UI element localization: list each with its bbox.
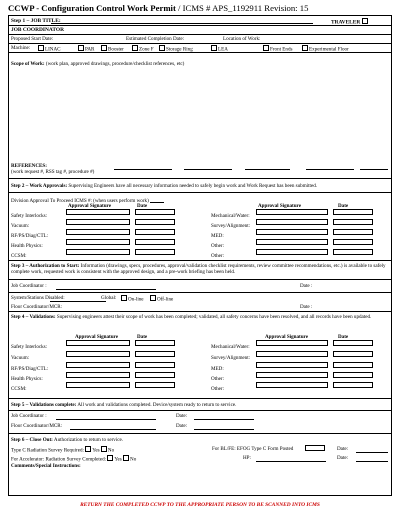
date-cell[interactable]: [333, 351, 373, 357]
signature-cell[interactable]: [66, 362, 130, 368]
step3-job-coordinator-label: Job Coordinator :: [11, 283, 47, 289]
no-checkbox[interactable]: [123, 455, 129, 461]
step4-right-item: Other:: [211, 376, 225, 382]
step2-col-date-right: Date: [338, 203, 349, 209]
signature-cell[interactable]: [66, 209, 130, 215]
option-label: Experimental Floor: [309, 46, 349, 53]
date-cell[interactable]: [135, 362, 175, 368]
date-cell[interactable]: [333, 249, 373, 255]
references-label: REFERENCES:: [11, 163, 47, 169]
form-title-bold: CCWP - Configuration Control Work Permit: [8, 3, 176, 13]
signature-cell[interactable]: [256, 362, 328, 368]
option-label: Front Ends: [270, 46, 293, 53]
step5-text: All work and validations completed. Device/system ready to return to service.: [77, 402, 237, 408]
step2-col-sig-right: Approval Signature: [258, 203, 301, 209]
checkbox-icon[interactable]: [121, 295, 127, 301]
step6-label: Step 6 – Close Out:: [11, 437, 53, 443]
no-label: No: [130, 456, 137, 463]
option-label: Storage Ring: [166, 46, 193, 53]
step2-label: Step 2 – Work Approvals:: [11, 183, 68, 189]
traveler-label: TRAVELER: [331, 19, 361, 26]
checkbox-icon[interactable]: [150, 295, 156, 301]
est-completion-label: Estimated Completion Date:: [126, 36, 185, 42]
form-title: [8, 3, 308, 13]
step5-date-label: Date:: [176, 413, 188, 419]
signature-cell[interactable]: [256, 372, 328, 378]
step2-right-item: Other:: [211, 253, 225, 259]
step2-right-item: Other:: [211, 243, 225, 249]
step2-col-date-left: Date: [137, 203, 148, 209]
step3-header: [11, 263, 386, 275]
option-label: On-line: [128, 296, 144, 303]
divider: [8, 43, 392, 44]
division-approval-label: Division Approval To Proceed ICMS #: (when users perform work): [11, 198, 149, 204]
step5-job-coordinator-input[interactable]: [56, 419, 156, 420]
systems-disabled-label: System/Stations Disabled:: [11, 295, 65, 301]
signature-cell[interactable]: [256, 219, 328, 225]
step3-job-coordinator-input[interactable]: [56, 289, 156, 290]
date-cell[interactable]: [135, 340, 175, 346]
floor-coordinator-label: Floor Coordinator/MCR:: [11, 304, 63, 310]
step5-label: Step 5 – Validations complete:: [11, 402, 77, 408]
signature-cell[interactable]: [66, 239, 130, 245]
option-label: Off-line: [157, 296, 174, 303]
step4-left-item: Health Physics:: [11, 376, 43, 382]
blfe-label: For BL/FE: EFOG Type C Form Posted: [212, 446, 294, 452]
divider: [8, 34, 392, 35]
yes-label: Yes: [92, 447, 100, 454]
scope-note: (work plan, approved drawings, procedure/checklist references, etc): [45, 61, 185, 67]
signature-cell[interactable]: [66, 351, 130, 357]
step6-header: [11, 437, 123, 443]
footer-instruction: RETURN THE COMPLETED CCWP TO THE APPROPRIATE PERSON TO BE SCANNED INTO ICMS: [80, 502, 320, 508]
step2-header: [11, 183, 317, 189]
signature-cell[interactable]: [66, 382, 130, 388]
yes-label: Yes: [114, 456, 122, 463]
step5-job-coordinator-label: Job Coordinator :: [11, 413, 47, 419]
location-label: Location of Work:: [223, 36, 261, 42]
reference-line-2[interactable]: [184, 169, 232, 170]
signature-cell[interactable]: [66, 219, 130, 225]
divider: [8, 52, 392, 53]
signature-cell[interactable]: [66, 372, 130, 378]
accel-label: For Accelerator: Radiation Survey Completed:: [11, 456, 107, 463]
step6-date-label-2: Date:: [337, 455, 349, 461]
comments-label: Comments/Special Instructions:: [11, 463, 81, 469]
scope-of-work: [11, 61, 184, 67]
date-cell[interactable]: [135, 372, 175, 378]
section-divider: [8, 178, 392, 179]
date-cell[interactable]: [333, 362, 373, 368]
checkbox-icon[interactable]: [211, 45, 217, 51]
step4-text: Supervising engineers attest their scope of work has been completed; validated, all safety concerns have been resolved, and all records have been updated.: [56, 314, 372, 320]
yes-checkbox[interactable]: [85, 446, 91, 452]
step3-date-label: Date :: [300, 283, 313, 289]
no-checkbox[interactable]: [101, 446, 107, 452]
step2-left-item: Safety Interlocks:: [11, 213, 48, 219]
step2-left-item: RF/PS/Diag/CTL:: [11, 233, 49, 239]
checkbox-icon[interactable]: [302, 45, 308, 51]
step3-date-label-2: Date :: [300, 304, 313, 310]
option-label: Booster: [108, 46, 124, 53]
reference-line-3[interactable]: [245, 169, 290, 170]
step4-col-sig-right: Approval Signature: [265, 334, 308, 340]
step1-label: Step 1 – JOB TITLE:: [11, 18, 61, 24]
step6-date-label: Date:: [337, 446, 349, 452]
date-cell[interactable]: [333, 340, 373, 346]
divider: [8, 25, 392, 26]
step4-left-item: CCSM:: [11, 386, 27, 392]
step2-right-item: MED:: [211, 233, 224, 239]
step6-text: Authorization to return to service.: [53, 437, 124, 443]
blfe-input[interactable]: [305, 445, 325, 451]
date-cell[interactable]: [135, 229, 175, 235]
step4-right-item: Mechanical/Water:: [211, 344, 250, 350]
yes-checkbox[interactable]: [107, 455, 113, 461]
date-cell[interactable]: [333, 382, 373, 388]
section-divider: [8, 398, 392, 399]
step2-text: Supervising Engineers have all necessary information needed to safely begin work and Work Request has been submitted.: [68, 183, 318, 189]
step5-floor-coordinator-input[interactable]: [70, 429, 156, 430]
signature-cell[interactable]: [256, 239, 328, 245]
step2-left-item: CCSM:: [11, 253, 27, 259]
step5-header: [11, 402, 236, 408]
step4-col-sig-left: Approval Signature: [75, 334, 118, 340]
hp-input[interactable]: [256, 461, 326, 462]
step2-left-item: Health Physics:: [11, 243, 43, 249]
reference-line-4[interactable]: [306, 169, 354, 170]
checkbox-icon[interactable]: [263, 45, 269, 51]
section-divider: [8, 433, 392, 434]
date-cell[interactable]: [135, 219, 175, 225]
reference-line-5[interactable]: [360, 169, 388, 170]
step2-right-item: Survey/Alignment:: [211, 223, 251, 229]
option-label: LINAC: [45, 46, 61, 53]
scope-input-area[interactable]: [10, 68, 390, 160]
signature-cell[interactable]: [256, 351, 328, 357]
section-divider: [8, 260, 392, 261]
date-cell[interactable]: [333, 229, 373, 235]
step2-left-item: Vacuum:: [11, 223, 30, 229]
checkbox-icon[interactable]: [38, 45, 44, 51]
job-title-input[interactable]: [51, 23, 313, 24]
divider: [8, 292, 392, 293]
signature-cell[interactable]: [66, 340, 130, 346]
checkbox-icon[interactable]: [132, 45, 138, 51]
hp-label: HP:: [243, 455, 251, 461]
step4-left-item: Vacuum:: [11, 355, 30, 361]
section-divider: [8, 311, 392, 312]
signature-cell[interactable]: [256, 249, 328, 255]
option-label: Zone F: [139, 46, 154, 53]
machine-label: Machine:: [11, 45, 31, 51]
scope-label: Scope of Work:: [11, 61, 45, 67]
step5-date-input-2[interactable]: [194, 429, 254, 430]
step6-date-input[interactable]: [356, 452, 388, 453]
step4-right-item: Other:: [211, 386, 225, 392]
step5-floor-coordinator-label: Floor Coordinator/MCR:: [11, 423, 63, 429]
step2-right-item: Mechanical/Water:: [211, 213, 250, 219]
signature-cell[interactable]: [256, 382, 328, 388]
step5-date-label-2: Date:: [176, 423, 188, 429]
step4-left-item: RF/PS/Diag/CTL:: [11, 366, 49, 372]
reference-line-1[interactable]: [114, 169, 172, 170]
signature-cell[interactable]: [256, 229, 328, 235]
option-label: LEA: [218, 46, 228, 53]
typec-survey-row: [11, 446, 114, 454]
step4-header: [11, 314, 386, 320]
date-cell[interactable]: [135, 382, 175, 388]
division-approval-input[interactable]: [150, 197, 164, 203]
signature-cell[interactable]: [256, 209, 328, 215]
step3-label: Step 3 – Authorization to Start:: [11, 263, 80, 269]
checkbox-icon[interactable]: [159, 45, 165, 51]
typec-label: Type C Radiation Survey Required:: [11, 447, 84, 454]
checkbox-icon[interactable]: [78, 45, 84, 51]
comments-input-area[interactable]: [10, 470, 390, 494]
signature-cell[interactable]: [66, 229, 130, 235]
date-cell[interactable]: [135, 209, 175, 215]
references-note: (work request #, RSS tag #, procedure #): [11, 169, 95, 175]
checkbox-icon[interactable]: [101, 45, 107, 51]
accel-survey-row: [11, 455, 136, 463]
step4-left-item: Safety Interlocks:: [11, 344, 48, 350]
date-cell[interactable]: [135, 351, 175, 357]
signature-cell[interactable]: [256, 340, 328, 346]
date-cell[interactable]: [135, 249, 175, 255]
divider: [8, 410, 392, 411]
form-title-rest: / ICMS # APS_1192911 Revision: 15: [175, 3, 309, 13]
online-option[interactable]: [121, 295, 144, 303]
offline-option[interactable]: [150, 295, 173, 303]
no-label: No: [107, 447, 115, 454]
step3-text: Information (drawings, specs, procedures, approval/validation checklist requirements, review committee recommendations, etc.) is available to safely complete work, requested work is consistent with the approved design, and a pre-work briefing has been held.: [11, 263, 386, 275]
date-cell[interactable]: [333, 239, 373, 245]
step4-right-item: Survey/Alignment:: [211, 355, 251, 361]
step5-date-input[interactable]: [194, 419, 254, 420]
date-cell[interactable]: [333, 219, 373, 225]
step4-col-date-left: Date: [137, 334, 148, 340]
date-cell[interactable]: [135, 239, 175, 245]
step4-col-date-right: Date: [338, 334, 349, 340]
signature-cell[interactable]: [66, 249, 130, 255]
step2-col-sig-left: Approval Signature: [68, 203, 111, 209]
step4-right-item: MED:: [211, 366, 224, 372]
step6-date-input-2[interactable]: [356, 461, 388, 462]
date-cell[interactable]: [333, 209, 373, 215]
date-cell[interactable]: [333, 372, 373, 378]
proposed-start-label: Proposed Start Date:: [11, 36, 54, 42]
divider: [8, 192, 392, 193]
traveler-checkbox[interactable]: [362, 18, 368, 24]
step4-label: Step 4 – Validations:: [11, 314, 56, 320]
global-label: Global:: [101, 295, 117, 301]
job-coordinator-label: JOB COORDINATOR: [11, 27, 64, 33]
divider: [8, 279, 392, 280]
option-label: PAR: [85, 46, 95, 53]
systems-disabled-input[interactable]: [50, 301, 106, 302]
